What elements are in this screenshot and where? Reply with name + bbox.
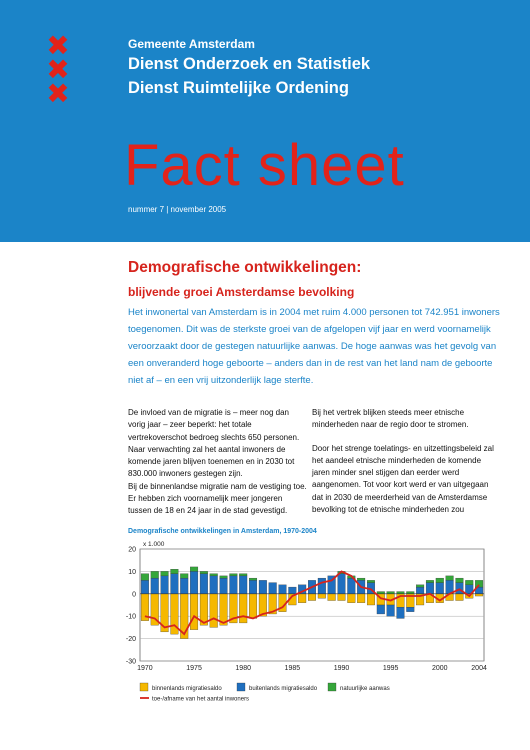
y-tick-label: -10 [125, 613, 136, 621]
page-title: Fact sheet [124, 133, 405, 198]
x-tick-label: 2000 [431, 665, 448, 672]
bar-segment [357, 594, 365, 603]
bar-segment [190, 571, 198, 593]
bar-segment [397, 607, 405, 618]
y-unit-label: x 1.000 [143, 541, 165, 548]
x-tick-label: 1975 [186, 665, 202, 672]
legend-label: binnenlands migratiesaldo [152, 686, 222, 692]
bar-segment [200, 571, 208, 573]
bar-segment [220, 576, 228, 578]
bar-segment [426, 583, 434, 594]
legend-label: natuurlijke aanwas [340, 686, 390, 692]
x-tick-label: 1995 [382, 665, 399, 672]
bar-segment [249, 580, 257, 593]
x-tick-label: 1985 [284, 665, 301, 672]
bar-segment [161, 576, 169, 594]
paragraph: Door het strenge toelatings- en uitzettingsbeleid zal het aandeel etnische minderheden de komende jaren minder snel stijgen dan eerder werd aangenomen. Tot voor kort werd er van uitgegaan dat in 2030 de meerderheid van de Amsterdamse bevolking tot de etnische minderheden zou [312, 443, 494, 515]
bar-segment [141, 580, 149, 593]
bar-segment [151, 571, 159, 578]
bar-segment [210, 576, 218, 594]
cross-icon: ✖ [46, 29, 70, 62]
bar-segment [446, 576, 454, 580]
bar-segment [456, 578, 464, 582]
bar-segment [436, 583, 444, 594]
bar-segment [367, 594, 375, 605]
bar-segment [151, 578, 159, 594]
bar-segment [406, 607, 414, 611]
bar-segment [387, 605, 395, 616]
bar-segment [239, 576, 247, 594]
bar-segment [377, 605, 385, 614]
bar-segment [161, 571, 169, 575]
bar-segment [318, 594, 326, 598]
y-tick-label: -20 [125, 636, 136, 644]
cross-icon: ✖ [46, 77, 70, 110]
paragraph: Bij de binnenlandse migratie nam de vestiging toe. Er hebben zich voornamelijk meer jongeren tussen de 18 en 24 jaar in de stad gevestigd. [128, 481, 307, 516]
bar-segment [210, 574, 218, 576]
bar-segment [436, 578, 444, 582]
bar-segment [347, 578, 355, 594]
y-tick-label: 10 [128, 568, 136, 576]
bar-segment [220, 594, 228, 625]
bar-segment [269, 583, 277, 594]
bar-segment [279, 585, 287, 594]
bar-segment [426, 580, 434, 582]
bar-segment [220, 578, 228, 594]
bar-segment [416, 585, 424, 587]
legend-label: toe-/afname van het aantal inwoners [152, 696, 250, 703]
y-tick-label: 20 [128, 546, 136, 554]
paragraph: Naar verwachting zal het aantal inwoners de komende jaren blijven toenemen en in 2030 tot 830.000 inwoners gestegen zijn. [128, 444, 295, 479]
bar-segment [465, 580, 473, 584]
bar-segment [416, 587, 424, 594]
bar-segment [200, 574, 208, 594]
article-heading: Demografische ontwikkelingen: [128, 259, 362, 276]
bar-segment [338, 594, 346, 601]
bar-segment [171, 569, 179, 573]
x-tick-label: 2004 [471, 665, 487, 672]
bar-segment [347, 594, 355, 603]
legend-label: buitenlands migratiesaldo [249, 686, 318, 692]
bar-segment [180, 574, 188, 578]
bar-segment [190, 594, 198, 630]
legend-swatch [140, 683, 148, 691]
bar-segment [367, 580, 375, 582]
bar-segment [259, 580, 267, 593]
bar-segment [289, 587, 297, 594]
x-tick-label: 1970 [137, 665, 153, 672]
organization-name: Gemeente Amsterdam [128, 37, 255, 51]
bar-segment [357, 578, 365, 580]
bar-segment [338, 574, 346, 594]
bar-segment [308, 594, 316, 601]
cross-icon: ✖ [46, 53, 70, 86]
bar-segment [249, 594, 257, 619]
bar-segment [456, 594, 464, 601]
bar-segment [230, 574, 238, 576]
bar-segment [318, 578, 326, 594]
bar-segment [328, 594, 336, 601]
bar-segment [180, 578, 188, 594]
department-name-2: Dienst Ruimtelijke Ordening [128, 79, 349, 97]
x-tick-label: 1990 [333, 665, 350, 672]
bar-segment [298, 594, 306, 603]
bar-segment [249, 578, 257, 580]
legend-swatch [237, 683, 245, 691]
bar-segment [239, 594, 247, 623]
article-subheading: blijvende groei Amsterdamse bevolking [128, 285, 355, 299]
bar-segment [141, 574, 149, 581]
paragraph: De invloed van de migratie is – meer nog dan vorig jaar – zeer beperkt: het totale vertrekoverschot bedroeg slechts 650 personen. [128, 408, 300, 442]
department-name: Dienst Onderzoek en Statistiek [128, 55, 371, 73]
bar-segment [239, 574, 247, 576]
paragraph: Bij het vertrek blijken steeds meer etnische minderheden naar de regio door te stromen. [312, 408, 469, 430]
bar-segment [190, 567, 198, 571]
bar-segment [230, 576, 238, 594]
x-tick-label: 1980 [235, 665, 251, 672]
issue-number: nummer 7 | november 2005 [128, 205, 227, 214]
bar-segment [171, 574, 179, 594]
chart-title: Demografische ontwikkelingen in Amsterdam, 1970-2004 [128, 528, 317, 535]
y-tick-label: -30 [125, 658, 136, 666]
bar-segment [210, 594, 218, 628]
legend-swatch [328, 683, 336, 691]
y-tick-label: 0 [132, 591, 136, 599]
intro-paragraph: Het inwonertal van Amsterdam is in 2004 met ruim 4.000 personen tot 742.951 inwoners toegenomen. Dit was de sterkste groei van de afgelopen vijf jaar en werd voornamelijk veroorzaakt door de gestegen natuurlijke aanwas. De hoge aanwas was het gevolg van een onveranderd hoge geboorte – anders dan in de rest van het land nam de geboorte niet af – en een vrij uitzonderlijk lage sterfte. [128, 307, 500, 386]
